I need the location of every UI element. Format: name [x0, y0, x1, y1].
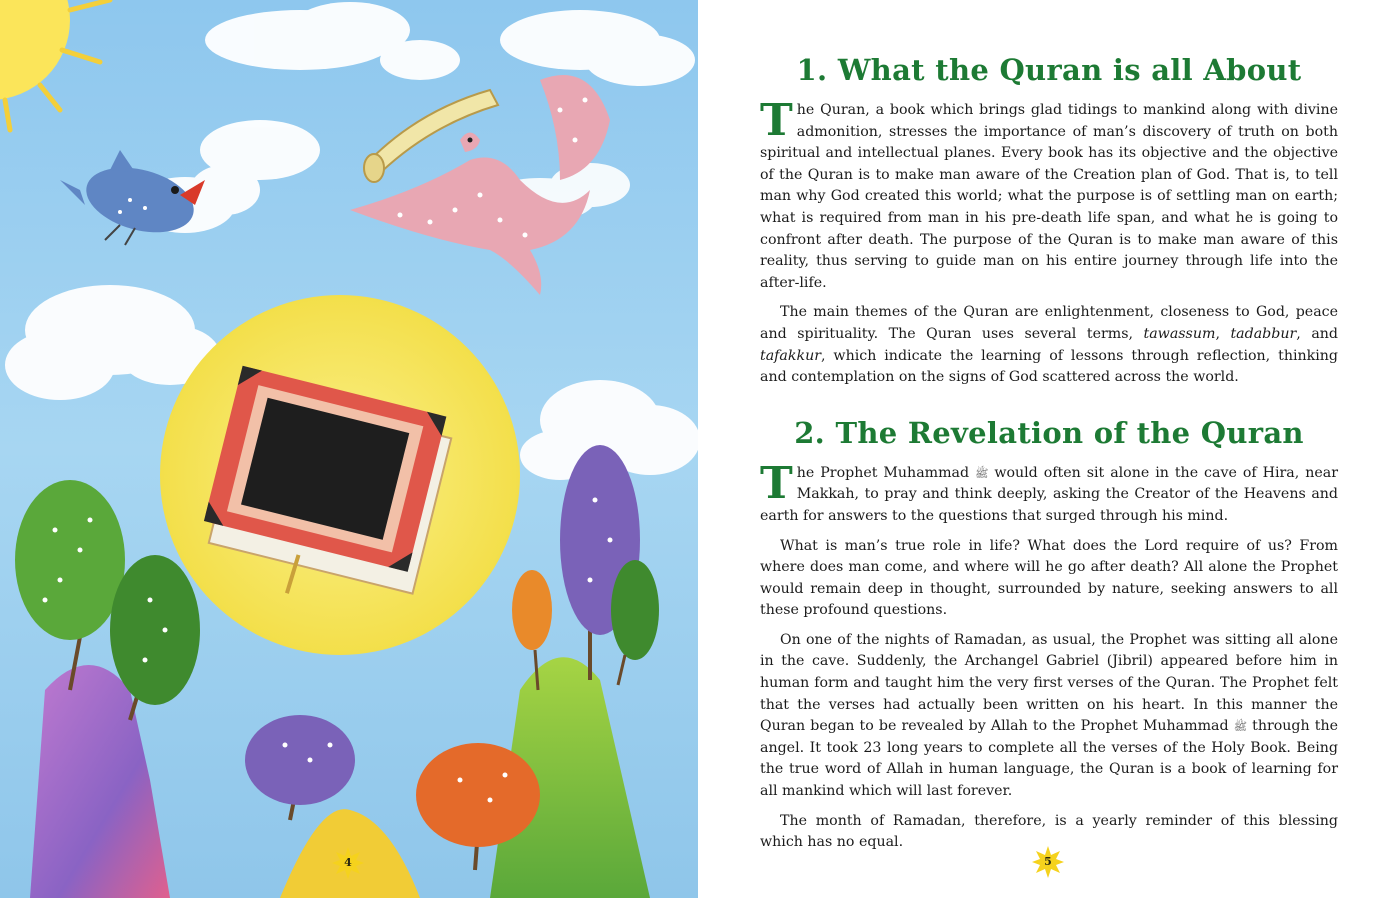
paragraph-text: The main themes of the Quran are enlightenment, closeness to God, peace and spirituality. The Quran uses several terms, [760, 304, 1338, 342]
paragraph [760, 302, 1338, 388]
paragraph-text: , which indicate the learning of lessons through reflection, thinking and contemplation on the signs of God scattered across the world. [760, 347, 1338, 386]
page-number: 5 [1044, 855, 1052, 868]
term: tadabbur [1230, 325, 1297, 342]
page-number-badge [331, 846, 365, 880]
separator: , and [1296, 325, 1338, 342]
illustration-page [0, 0, 698, 898]
paragraph [760, 630, 1338, 803]
paragraph [760, 457, 1338, 528]
paragraph-text: On one of the nights of Ramadan, as usual, the Prophet was sitting all alone in the cave. Suddenly, the Archangel Gabriel (Jibril) appeared before him in human form and taught him the very first verses of the Quran. The Prophet felt that the verses had actually been written on his heart. In this manner the Quran began to be revealed by Allah to the Prophet Muhammad [760, 631, 1338, 735]
paragraph-text: he Prophet Muhammad [796, 464, 976, 481]
section-heading: 2. The Revelation of the Quran [794, 415, 1304, 450]
separator: , [1215, 325, 1231, 342]
paragraph: The month of Ramadan, therefore, is a yearly reminder of this blessing which has no equal. [760, 812, 1338, 851]
text-page [760, 50, 1338, 862]
paragraph-text: would often sit alone in the cave of Hira, near Makkah, to pray and think deeply, asking the Creator of the Heavens and earth for answers to the questions that surged through his mind. [760, 464, 1338, 524]
page-number: 4 [344, 856, 352, 869]
term: tawassum [1143, 325, 1216, 342]
paragraph: What is man’s true role in life? What does the Lord require of us? From where does man come, and where will he go after death? All alone the Prophet would remain deep in thought, surrounded by nature, seeking answers to all these profound questions. [760, 537, 1338, 619]
drop-cap: T [760, 457, 793, 509]
paragraph [760, 95, 1338, 294]
paragraph-text: he Quran, a book which brings glad tidings to mankind along with divine admonition, stresses the importance of man’s discovery of truth on both spiritual and intellectual planes. Every book has its objective and the objective of the Quran is to make man aware of the Creation plan of God. That is, to tell man why God created this world; what the purpose is of settling man on earth; what is required from man in his pre-death life span, and what he is going to confront after death. The purpose of the Quran is to make man aware of this reality, thus serving to guide man on his entire journey through life into the after-life. [760, 102, 1338, 291]
honorific-glyph: ﷺ [975, 466, 989, 480]
section-heading: 1. What the Quran is all About [796, 53, 1302, 87]
drop-cap: T [760, 95, 793, 146]
paragraph-text: through the angel. It took 23 long years to complete all the verses of the Holy Book. Being the true word of Allah in human language, the Quran is a book of learning for all mankind which will last forever. [760, 718, 1338, 800]
term: tafakkur [760, 347, 821, 364]
honorific-glyph: ﷺ [1233, 720, 1247, 734]
illustration [0, 0, 698, 898]
page-number-badge [1031, 845, 1065, 879]
